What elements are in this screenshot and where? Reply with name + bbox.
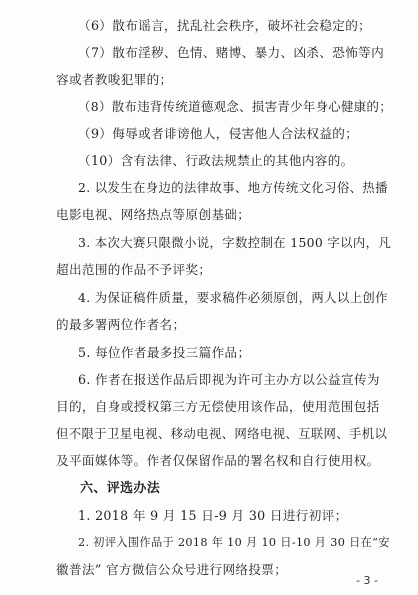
- text-line: 4. 为保证稿件质量，要求稿件必须原创，两人以上创作: [78, 290, 388, 305]
- text-line: 3. 本次大赛只限微小说，字数控制在 1500 字以内，凡: [78, 235, 392, 250]
- text-line: 2. 以发生在身边的法律故事、地方传统文化习俗、热播: [78, 180, 388, 195]
- text-line: 及平面媒体等。作者仅保留作品的署名权和自行使用权。: [56, 453, 380, 468]
- text-line: 徽普法” 官方微信公众号进行网络投票；: [56, 562, 288, 577]
- text-line: 的最多署两位作者名；: [56, 317, 186, 332]
- page-number: - 3 -: [356, 574, 378, 587]
- text-line: 超出范围的作品不予评奖；: [56, 262, 212, 277]
- text-line: 目的，自身或授权第三方无偿使用该作品，使用范围包括: [56, 399, 380, 414]
- text-line: （7）散布淫秽、色情、赌博、暴力、凶杀、恐怖等内: [78, 45, 385, 60]
- text-line: （10）含有法律、行政法规禁止的其他内容的。: [78, 153, 354, 168]
- text-line: （8）散布违背传统道德观念、损害青少年身心健康的；: [78, 99, 393, 114]
- text-line: 电影电视、网络热点等原创基础；: [56, 207, 251, 222]
- text-line: 但不限于卫星电视、移动电视、网络电视、互联网、手机以: [56, 426, 388, 441]
- text-line: 1. 2018 年 9 月 15 日-9 月 30 日进行初评；: [78, 508, 348, 523]
- text-line: 容或者教唆犯罪的；: [56, 72, 173, 87]
- section-heading: 六、评选办法: [80, 481, 161, 496]
- text-line: 6. 作者在报送作品后即视为许可主办方以公益宣传为: [78, 372, 380, 387]
- text-line: （9）侮辱或者诽谤他人，侵害他人合法权益的；: [78, 126, 359, 141]
- text-line: 5. 每位作者最多投三篇作品；: [78, 345, 251, 360]
- text-line: （6）散布谣言，扰乱社会秩序，破坏社会稳定的；: [78, 18, 372, 33]
- text-line: 2. 初评入围作品于 2018 年 10 月 10 日-10 月 30 日在“安: [78, 536, 390, 549]
